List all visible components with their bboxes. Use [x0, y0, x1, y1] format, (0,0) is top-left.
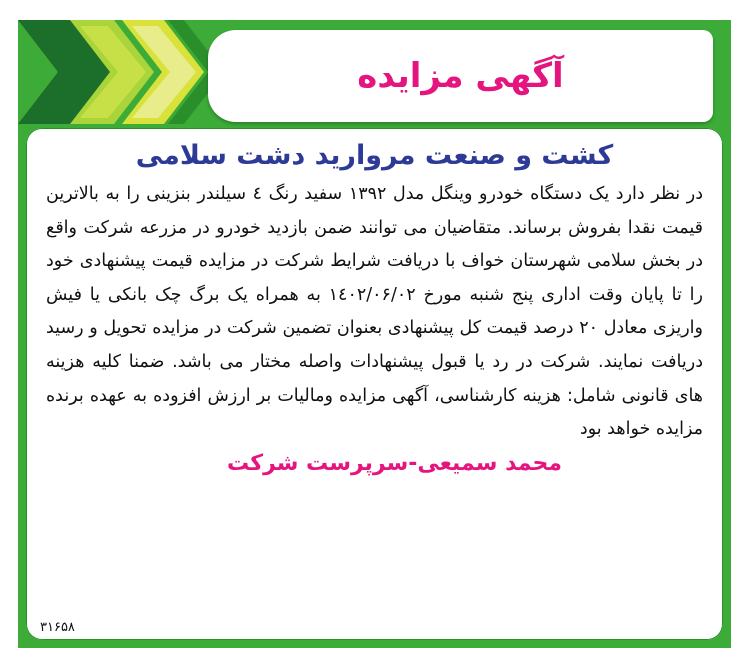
chevron-arrows-icon: [18, 20, 238, 132]
ad-code: ۳۱۶۵۸: [40, 620, 75, 635]
title-banner: [208, 30, 713, 122]
body-panel: [26, 128, 723, 640]
ad-title: آگهی مزایده: [357, 56, 564, 96]
signature: محمد سمیعی-سرپرست شرکت: [226, 450, 563, 476]
auction-ad: [18, 20, 731, 648]
notice-body: در نظر دارد یک دستگاه خودرو وینگل مدل ۱۳۹۲ سفید رنگ ٤ سیلندر بنزینی را به بالاترین قیمت نقدا بفروش برساند. متقاضیان می توانند ضمن بازدید خودرو در مزرعه شرکت واقع در بخش سلامی شهرستان خواف با دریافت شرایط شرکت در مزایده قیمت پیشنهادی خود را تا پایان وقت اداری پنج شنبه مورخ ۱٤۰۲/۰۶/۰۲ به همراه یک برگ چک بانکی یا فیش واریزی معادل ۲۰ درصد قیمت کل پیشنهادی بعنوان تضمین شرکت در مزایده تحویل و رسید دریافت نمایند. شرکت در رد یا قبول پیشنهادات واصله مختار می باشد. ضمنا کلیه هزینه های قانونی شامل: هزینه کارشناسی، آگهی مزایده ومالیات بر ارزش افزوده به عهده برنده مزایده خواهد بود: [46, 184, 704, 440]
company-name: کشت و صنعت مروارید دشت سلامی: [135, 140, 614, 171]
